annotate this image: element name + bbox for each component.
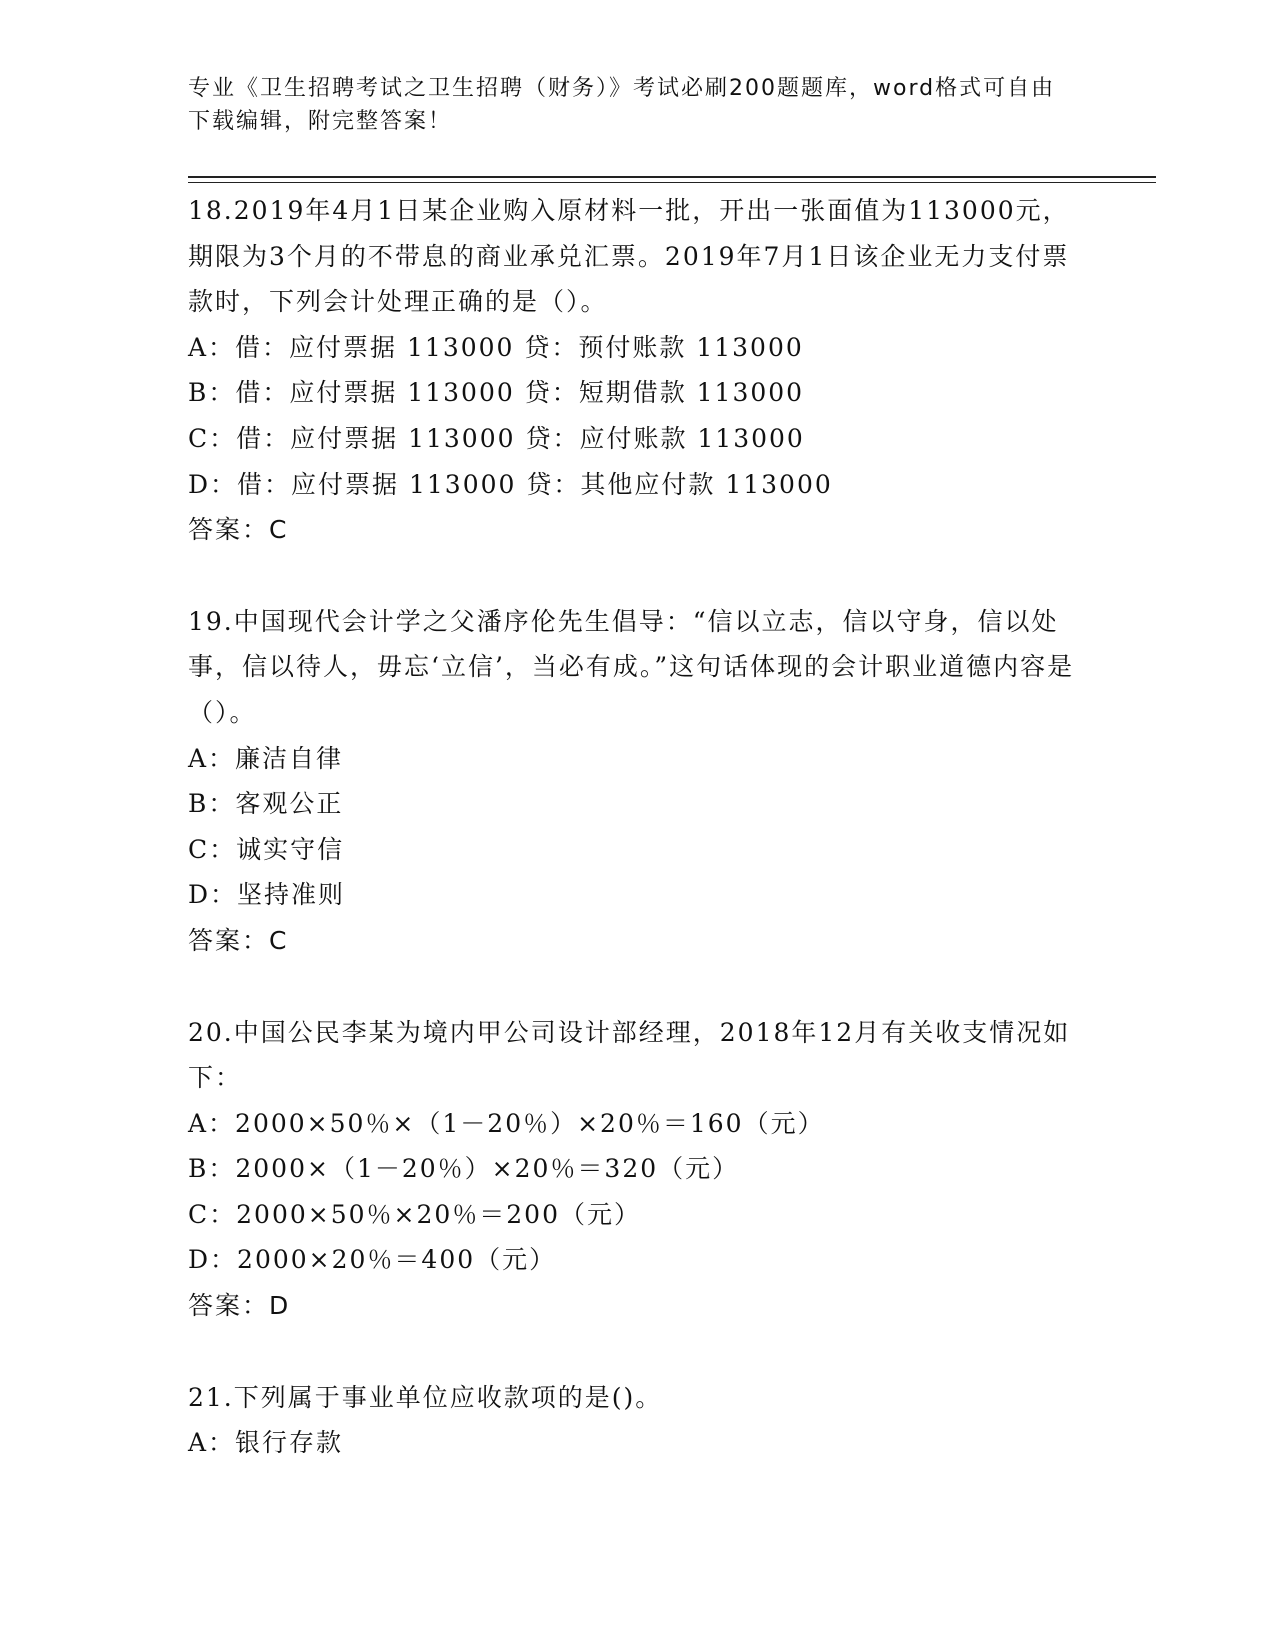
option-d: D：2000×20％＝400（元） [188, 1245, 557, 1275]
option-d: D：坚持准则 [188, 880, 346, 910]
option-a: A：借：应付票据 113000 贷：预付账款 113000 [188, 332, 804, 362]
option-a: A：2000×50％×（1－20％）×20％＝160（元） [188, 1108, 825, 1138]
answer-label: 答案： [188, 515, 270, 545]
option-d: D：借：应付票据 113000 贷：其他应付款 113000 [188, 469, 833, 499]
header-divider-thick [188, 176, 1156, 178]
document-header: 专业《卫生招聘考试之卫生招聘（财务）》考试必刷200题题库，word格式可自由下载编辑，附完整答案！ [188, 76, 1056, 134]
header-divider-thin [188, 182, 1156, 183]
option-c: C：诚实守信 [188, 834, 345, 864]
answer-line [188, 1283, 1088, 1329]
answer-value: C [269, 515, 289, 545]
question-list [188, 188, 1088, 1512]
question-stem: 19.中国现代会计学之父潘序伦先生倡导：“信以立志，信以守身，信以处事，信以待人，毋忘‘立信’，当必有成。”这句话体现的会计职业道德内容是（）。 [188, 606, 1075, 727]
question-stem: 18.2019年4月1日某企业购入原材料一批，开出一张面值为113000元，期限为3个月的不带息的商业承兑汇票。2019年7月1日该企业无力支付票款时，下列会计处理正确的是（）。 [188, 196, 1070, 317]
option-b: B：借：应付票据 113000 贷：短期借款 113000 [188, 378, 805, 408]
option-a: A：银行存款 [188, 1428, 344, 1458]
option-c: C：2000×50％×20％＝200（元） [188, 1199, 641, 1229]
question-19 [188, 599, 1088, 964]
question-20 [188, 1010, 1088, 1329]
answer-value: C [269, 925, 289, 955]
option-b: B：2000×（1－20％）×20％＝320（元） [188, 1154, 740, 1184]
option-a: A：廉洁自律 [188, 743, 344, 773]
answer-label: 答案： [188, 1291, 270, 1321]
option-b: B：客观公正 [188, 789, 344, 819]
question-stem: 21.下列属于事业单位应收款项的是()。 [188, 1382, 663, 1412]
question-21 [188, 1375, 1088, 1466]
question-stem: 20.中国公民李某为境内甲公司设计部经理，2018年12月有关收支情况如下： [188, 1017, 1071, 1093]
answer-line [188, 918, 1088, 964]
answer-line [188, 507, 1088, 553]
answer-label: 答案： [188, 925, 270, 955]
option-c: C：借：应付票据 113000 贷：应付账款 113000 [188, 423, 805, 453]
question-18 [188, 188, 1088, 553]
answer-value: D [269, 1291, 291, 1321]
